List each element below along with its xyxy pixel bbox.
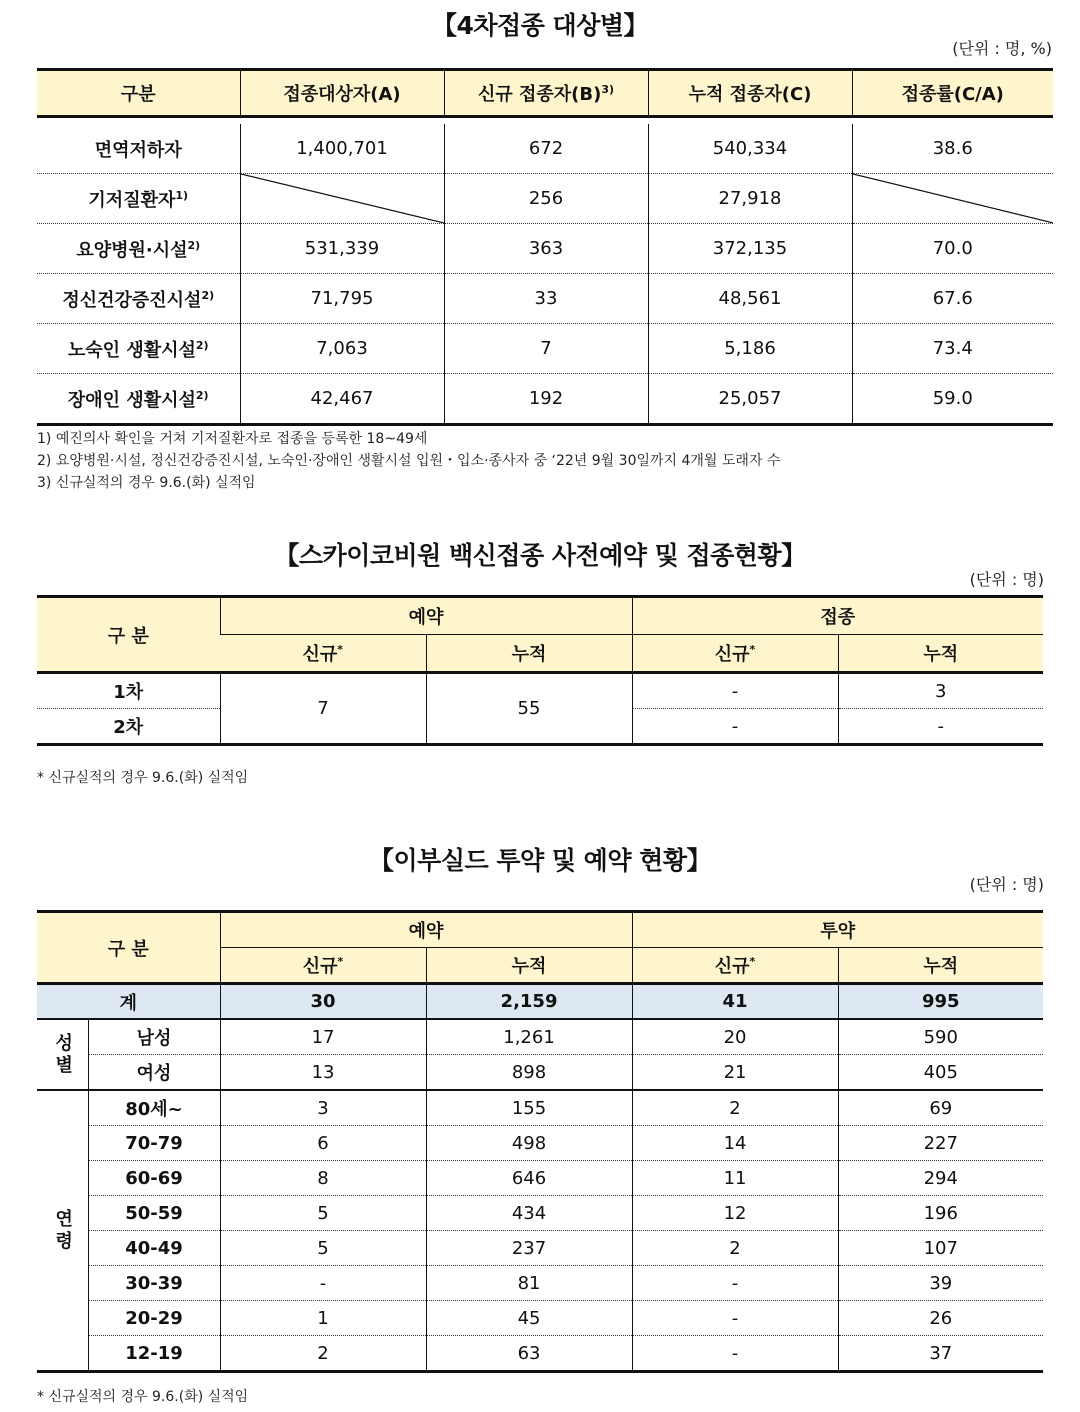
cell-res-cum: 81 <box>426 1266 632 1301</box>
sex-group-label: 성별 <box>37 1019 88 1090</box>
table-row <box>37 1161 1043 1196</box>
diagonal-empty-cell <box>240 174 444 224</box>
cell-res-new: 2 <box>220 1336 426 1372</box>
row-label: 장애인 생활시설$^{2)}$ <box>37 374 240 425</box>
cell-cumulative: 540,334 <box>648 124 852 174</box>
cell-new: 192 <box>444 374 648 425</box>
cell-adm-new: 2 <box>632 1090 838 1126</box>
cell-new: 33 <box>444 274 648 324</box>
total-label: 계 <box>37 984 220 1020</box>
table-row <box>37 1055 1043 1091</box>
diagonal-empty-cell <box>852 174 1053 224</box>
cell-adm-new: 12 <box>632 1196 838 1231</box>
cell-adm-new: 14 <box>632 1126 838 1161</box>
cell-adm-cum: 37 <box>838 1336 1043 1372</box>
cell-res-new: 5 <box>220 1196 426 1231</box>
table-row <box>37 1231 1043 1266</box>
cell-adm-cum: 227 <box>838 1126 1043 1161</box>
cell-target: 71,795 <box>240 274 444 324</box>
cell-cumulative: 372,135 <box>648 224 852 274</box>
cell-adm-cum: 39 <box>838 1266 1043 1301</box>
section2-title: 【스카이코비원 백신접종 사전예약 및 접종현황】 <box>274 541 806 570</box>
cell-inj-cum: - <box>838 709 1043 745</box>
age-group-label: 연령 <box>37 1090 88 1372</box>
cell-res-new: 5 <box>220 1231 426 1266</box>
total-adm-cum: 995 <box>838 984 1043 1020</box>
total-adm-new: 41 <box>632 984 838 1020</box>
cell-target: 531,339 <box>240 224 444 274</box>
cell-res-new: 17 <box>220 1019 426 1055</box>
cell-rate: 59.0 <box>852 374 1053 425</box>
cell-rate: 38.6 <box>852 124 1053 174</box>
header-new: 신규 접종자$(B)^{3)}$ <box>444 70 648 117</box>
cell-res-new: 7 <box>220 673 426 745</box>
cell-adm-cum: 590 <box>838 1019 1043 1055</box>
cell-res-cum: 45 <box>426 1301 632 1336</box>
row-label: 기저질환자$^{1)}$ <box>37 174 240 224</box>
section2-unit: (단위 : 명) <box>969 570 1044 589</box>
header-reservation: 예약 <box>220 912 632 948</box>
cell-adm-cum: 69 <box>838 1090 1043 1126</box>
cell-adm-new: - <box>632 1266 838 1301</box>
vaccination-by-target-table <box>37 68 1053 426</box>
cell-res-cum: 1,261 <box>426 1019 632 1055</box>
row-label: 면역저하자 <box>37 124 240 174</box>
header-adm-new: 신규* <box>632 948 838 984</box>
cell-cumulative: 27,918 <box>648 174 852 224</box>
cell-res-cum: 434 <box>426 1196 632 1231</box>
cell-adm-cum: 294 <box>838 1161 1043 1196</box>
cell-res-new: 3 <box>220 1090 426 1126</box>
section3-note: * 신규실적의 경우 9.6.(화) 실적임 <box>37 1389 249 1405</box>
table-row <box>37 274 1053 324</box>
cell-target: 42,467 <box>240 374 444 425</box>
cell-cumulative: 25,057 <box>648 374 852 425</box>
cell-target: 1,400,701 <box>240 124 444 174</box>
header-reservation: 예약 <box>220 597 632 635</box>
cell-res-new: - <box>220 1266 426 1301</box>
row-label: 60-69 <box>88 1161 220 1196</box>
row-label: 12-19 <box>88 1336 220 1372</box>
row-label: 30-39 <box>88 1266 220 1301</box>
cell-res-cum: 237 <box>426 1231 632 1266</box>
cell-adm-cum: 405 <box>838 1055 1043 1091</box>
cell-adm-new: 11 <box>632 1161 838 1196</box>
section1-title: 【4차접종 대상별】 <box>432 11 648 40</box>
row-label: 정신건강증진시설$^{2)}$ <box>37 274 240 324</box>
row-label: 20-29 <box>88 1301 220 1336</box>
table-row <box>37 1090 1043 1126</box>
header-corner: 구 분 <box>37 597 220 673</box>
cell-res-new: 13 <box>220 1055 426 1091</box>
cell-target: 7,063 <box>240 324 444 374</box>
cell-inj-new: - <box>632 709 838 745</box>
total-res-new: 30 <box>220 984 426 1020</box>
cell-new: 7 <box>444 324 648 374</box>
total-res-cum: 2,159 <box>426 984 632 1020</box>
footnote-3: 3) 신규실적의 경우 9.6.(화) 실적임 <box>37 475 256 491</box>
header-administration: 투약 <box>632 912 1043 948</box>
header-inj-cum: 누적 <box>838 635 1043 673</box>
skycovione-table <box>37 595 1043 746</box>
header-inj-new: 신규* <box>632 635 838 673</box>
table-row <box>37 1196 1043 1231</box>
table-row <box>37 1266 1043 1301</box>
row-label: 남성 <box>88 1019 220 1055</box>
header-res-cum: 누적 <box>426 948 632 984</box>
section3-unit: (단위 : 명) <box>969 875 1044 894</box>
table-row <box>37 1019 1043 1055</box>
cell-adm-new: - <box>632 1301 838 1336</box>
cell-cumulative: 48,561 <box>648 274 852 324</box>
cell-res-new: 8 <box>220 1161 426 1196</box>
table-row <box>37 324 1053 374</box>
table-row <box>37 124 1053 174</box>
cell-rate: 73.4 <box>852 324 1053 374</box>
cell-res-new: 6 <box>220 1126 426 1161</box>
header-category: 구분 <box>37 70 240 117</box>
evusheld-table <box>37 910 1043 1373</box>
total-row <box>37 984 1043 1020</box>
section3-title: 【이부실드 투약 및 예약 현황】 <box>369 846 711 875</box>
cell-res-cum: 155 <box>426 1090 632 1126</box>
cell-adm-cum: 26 <box>838 1301 1043 1336</box>
table-row <box>37 374 1053 425</box>
cell-res-cum: 898 <box>426 1055 632 1091</box>
row-label: 요양병원·시설$^{2)}$ <box>37 224 240 274</box>
cell-rate: 67.6 <box>852 274 1053 324</box>
cell-new: 672 <box>444 124 648 174</box>
table-row <box>37 224 1053 274</box>
section2-note: * 신규실적의 경우 9.6.(화) 실적임 <box>37 770 249 786</box>
row-label: 50-59 <box>88 1196 220 1231</box>
cell-cumulative: 5,186 <box>648 324 852 374</box>
row-label: 2차 <box>37 709 220 745</box>
section1-notes <box>37 428 780 494</box>
cell-res-cum: 646 <box>426 1161 632 1196</box>
cell-res-cum: 63 <box>426 1336 632 1372</box>
cell-new: 256 <box>444 174 648 224</box>
header-adm-cum: 누적 <box>838 948 1043 984</box>
row-label: 40-49 <box>88 1231 220 1266</box>
header-target: 접종대상자(A) <box>240 70 444 117</box>
cell-res-cum: 55 <box>426 673 632 745</box>
cell-new: 363 <box>444 224 648 274</box>
cell-adm-cum: 107 <box>838 1231 1043 1266</box>
cell-rate: 70.0 <box>852 224 1053 274</box>
header-rate: 접종률(C/A) <box>852 70 1053 117</box>
cell-adm-new: - <box>632 1336 838 1372</box>
header-res-new: 신규* <box>220 635 426 673</box>
footnote-1: 1) 예진의사 확인을 거쳐 기저질환자로 접종을 등록한 18~49세 <box>37 431 428 447</box>
cell-adm-cum: 196 <box>838 1196 1043 1231</box>
header-vaccination: 접종 <box>632 597 1043 635</box>
section1-unit: (단위 : 명, %) <box>952 39 1052 58</box>
table-row <box>37 1336 1043 1372</box>
cell-adm-new: 20 <box>632 1019 838 1055</box>
row-label: 노숙인 생활시설$^{2)}$ <box>37 324 240 374</box>
header-corner: 구 분 <box>37 912 220 984</box>
table-row <box>37 174 1053 224</box>
header-cumulative: 누적 접종자(C) <box>648 70 852 117</box>
table-header-row <box>37 70 1053 117</box>
row-label: 80세~ <box>88 1090 220 1126</box>
footnote-2: 2) 요양병원·시설, 정신건강증진시설, 노숙인·장애인 생활시설 입원・입소·종사자 중 ‘22년 9월 30일까지 4개월 도래자 수 <box>37 453 781 469</box>
header-res-cum: 누적 <box>426 635 632 673</box>
row-label: 70-79 <box>88 1126 220 1161</box>
table-row <box>37 1126 1043 1161</box>
cell-inj-cum: 3 <box>838 673 1043 709</box>
cell-inj-new: - <box>632 673 838 709</box>
cell-res-cum: 498 <box>426 1126 632 1161</box>
cell-res-new: 1 <box>220 1301 426 1336</box>
table-row <box>37 1301 1043 1336</box>
row-label: 1차 <box>37 673 220 709</box>
cell-adm-new: 21 <box>632 1055 838 1091</box>
cell-adm-new: 2 <box>632 1231 838 1266</box>
row-label: 여성 <box>88 1055 220 1091</box>
header-res-new: 신규* <box>220 948 426 984</box>
table-row <box>37 673 1043 709</box>
